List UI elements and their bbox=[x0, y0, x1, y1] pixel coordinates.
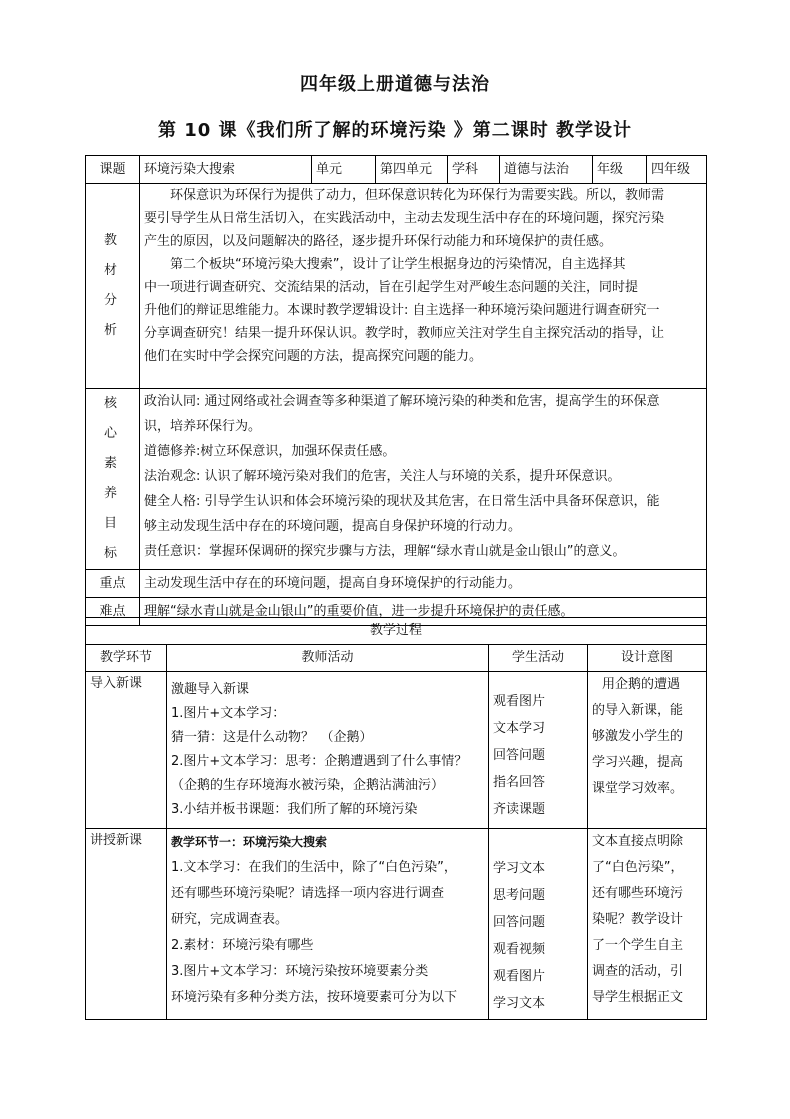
process-row-intro bbox=[86, 672, 707, 829]
analysis-label: 教 材 分 析 bbox=[86, 184, 140, 389]
core-row bbox=[86, 389, 707, 570]
key-point-label: 重点 bbox=[86, 570, 140, 598]
design-intent-new: 文本直接点明除 了“白色污染”， 还有哪些环境污 染呢？教学设计 了一个学生自主 调查的活动，引 导学生根据正文 bbox=[588, 829, 707, 1020]
process-row-new bbox=[86, 829, 707, 1020]
analysis-row bbox=[86, 184, 707, 389]
key-point-row bbox=[86, 570, 707, 598]
topic-value: 环境污染大搜索 bbox=[140, 156, 312, 184]
student-activity-new: 学习文本 思考问题 回答问题 观看视频 观看图片 学习文本 bbox=[489, 829, 588, 1020]
subject-value: 道德与法治 bbox=[500, 156, 593, 184]
info-row bbox=[86, 156, 707, 184]
core-label: 核 心 素 养 目 标 bbox=[86, 389, 140, 570]
document-subtitle: 第 10 课《我们所了解的环境污染 》第二课时 教学设计 bbox=[157, 120, 633, 141]
document-title: 四年级上册道德与法治 bbox=[300, 74, 490, 95]
topic-label: 课题 bbox=[86, 156, 140, 184]
unit-label: 单元 bbox=[312, 156, 376, 184]
difficult-point-value: 理解“绿水青山就是金山银山”的重要价值，进一步提升环境保护的责任感。 bbox=[140, 598, 707, 626]
key-point-value: 主动发现生活中存在的环境问题，提高自身环境保护的行动能力。 bbox=[140, 570, 707, 598]
grade-label: 年级 bbox=[593, 156, 647, 184]
difficult-point-label: 难点 bbox=[86, 598, 140, 626]
design-intent-intro: 用企鹅的遭遇 的导入新课，能 够激发小学生的 学习兴趣，提高 课堂学习效率。 bbox=[588, 672, 707, 829]
subject-label: 学科 bbox=[448, 156, 500, 184]
teacher-activity-new: 教学环节一：环境污染大搜索 1.文本学习：在我们的生活中，除了“白色污染”， 还有哪些环境污染呢？请选择一项内容进行调查 研究，完成调查表。 2.素材：环境污染有哪些 3.图片+文本学习：环境污染按环境要素分类 环境污染有多种分类方法，按环境要素可分为以下 bbox=[167, 829, 489, 1020]
unit-value: 第四单元 bbox=[376, 156, 448, 184]
col-student-header: 学生活动 bbox=[489, 645, 588, 672]
teaching-process-table bbox=[85, 617, 707, 1020]
col-stage-header: 教学环节 bbox=[86, 645, 167, 672]
col-intent-header: 设计意图 bbox=[588, 645, 707, 672]
analysis-content: 环保意识为环保行为提供了动力，但环保意识转化为环保行为需要实践。所以，教师需 要引导学生从日常生活切入，在实践活动中，主动去发现生活中存在的环境问题，探究污染 产生的原因，以及问题解决的路径，逐步提升环保行动能力和环境保护的责任感。 第二个板块“环境污染大搜索”，设计了让学生根据身边的污染情况，自主选择其 中一项进行调查研究、交流结果的活动，旨在引起学生对严峻生态问题的关注，同时提 升他们的辩证思维能力。本课时教学逻辑设计: 自主选择一种环境污染问题进行调查研究一 分享调查研究！结果一提升环保认识。教学时，教师应关注对学生自主探究活动的指导，让 他们在实时中学会探究问题的方法，提高探究问题的能力。 bbox=[140, 184, 707, 389]
lesson-info-table bbox=[85, 155, 707, 626]
teacher-activity-intro: 激趣导入新课 1.图片+文本学习： 猜一猜：这是什么动物？ （企鹅） 2.图片+文本学习：思考：企鹅遭遇到了什么事情？ （企鹅的生存环境海水被污染，企鹅沾满油污） 3.小结并板书课题：我们所了解的环境污染 bbox=[167, 672, 489, 829]
stage-intro: 导入新课 bbox=[86, 672, 167, 829]
core-content: 政治认同: 通过网络或社会调查等多种渠道了解环境污染的种类和危害，提高学生的环保意 识，培养环保行为。 道德修养:树立环保意识，加强环保责任感。 法治观念: 认识了解环境污染对我们的危害，关注人与环境的关系，提升环保意识。 健全人格: 引导学生认识和体会环境污染的现状及其危害，在日常生活中具备环保意识，能 够主动发现生活中存在的环境问题，提高自身保护环境的行动力。 责任意识：掌握环保调研的探究步骤与方法，理解“绿水青山就是金山银山”的意义。 bbox=[140, 389, 707, 570]
col-teacher-header: 教师活动 bbox=[167, 645, 489, 672]
process-header-row bbox=[86, 645, 707, 672]
process-title-row bbox=[86, 618, 707, 645]
stage-new-lesson: 讲授新课 bbox=[86, 829, 167, 1020]
grade-value: 四年级 bbox=[647, 156, 707, 184]
student-activity-intro: 观看图片 文本学习 回答问题 指名回答 齐读课题 bbox=[489, 672, 588, 829]
process-title: 教学过程 bbox=[86, 618, 707, 645]
